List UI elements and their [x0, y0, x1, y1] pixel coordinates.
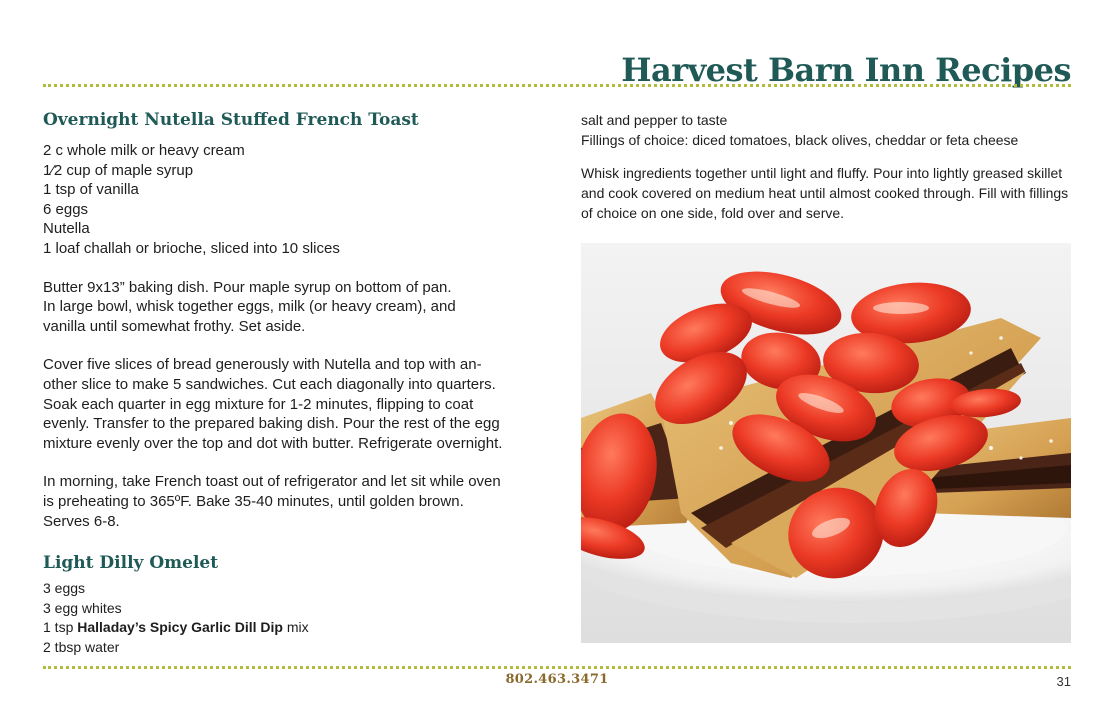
ingredient-item: 6 eggs: [43, 200, 89, 218]
french-toast-ingredients: [43, 141, 543, 259]
right-column: [581, 110, 1071, 223]
ingredient-item: Nutella: [43, 220, 90, 238]
french-toast-photo: [581, 243, 1071, 643]
left-column: [43, 110, 543, 657]
ingredient-item: 2 c whole milk or heavy cream: [43, 142, 245, 159]
phone-number: 802.463.3471: [505, 672, 609, 687]
page-number: 31: [1056, 674, 1071, 689]
french-toast-photo-illustration: [581, 243, 1071, 643]
ingredient-item: 3 egg whites: [43, 599, 122, 616]
ingredient-suffix: mix: [282, 619, 309, 636]
recipe-title-omelet: Light Dilly Omelet: [43, 553, 219, 574]
ingredient-item: [43, 618, 543, 638]
french-toast-step-1: Butter 9x13” baking dish. Pour maple syrup on bottom of pan. In large bowl, whisk together eggs, milk (or heavy cream), and vanilla until somewhat frothy. Set aside.: [43, 278, 456, 335]
ingredient-item: 1 loaf challah or brioche, sliced into 10 slices: [43, 239, 340, 257]
ingredient-item: 1 tsp of vanilla: [43, 181, 139, 199]
omelet-ingredients: [43, 579, 543, 657]
ingredient-item: salt and pepper to taste: [581, 112, 728, 128]
top-divider: [43, 84, 1071, 87]
french-toast-step-2: Cover five slices of bread generously with Nutella and top with an- other slice to make 5 sandwiches. Cut each diagonally into quarters. Soak each quarter in egg mixture for 1-2 minutes, flipping to coat evenly. Transfer to the prepared baking dish. Pour the rest of the egg mixture evenly over the top and dot with butter. Refrigerate overnight.: [43, 356, 503, 452]
ingredient-item: 2 tbsp water: [43, 638, 120, 655]
ingredient-item: Fillings of choice: diced tomatoes, black olives, cheddar or feta cheese: [581, 132, 1019, 148]
recipe-title-french-toast: Overnight Nutella Stuffed French Toast: [43, 110, 419, 130]
ingredient-amount: 1 tsp: [43, 619, 78, 636]
ingredient-item: 3 eggs: [43, 580, 86, 597]
bottom-divider: [43, 666, 1071, 669]
omelet-directions: Whisk ingredients together until light and fluffy. Pour into lightly greased skillet and cook covered on medium heat until almost cooked through. Fill with fillings of choice on one side, fold over and serve.: [581, 165, 1069, 221]
ingredient-item: 1⁄2 cup of maple syrup: [43, 161, 194, 179]
product-name: Halladay’s Spicy Garlic Dill Dip: [77, 619, 283, 636]
french-toast-step-3: In morning, take French toast out of refrigerator and let sit while oven is preheating to 365ºF. Bake 35-40 minutes, until golden brown. Serves 6-8.: [43, 473, 501, 530]
page-title: Harvest Barn Inn Recipes: [621, 51, 1071, 90]
omelet-ingredients-continued: [581, 110, 1071, 150]
